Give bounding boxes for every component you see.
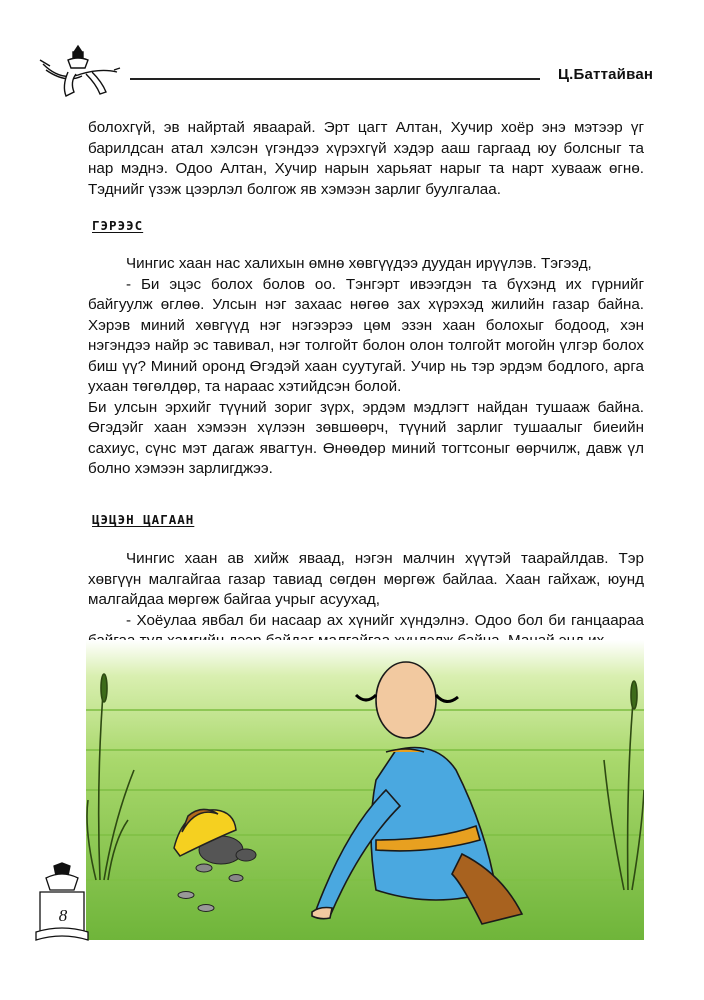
header-rule (130, 78, 540, 80)
page-number: 8 (58, 906, 68, 925)
section-heading-tsetsen-tsagaan: ЦЭЦЭН ЦАГААН (92, 512, 195, 527)
section2-paragraph-1: Чингис хаан ав хийж яваад, нэгэн малчин хүүтэй таарайлдав. Тэр хөвгүүн малгайгаа газар тавиад сөгдөн мөргөж байлаа. Хаан гайхаж, юунд малгайдаа мөргөж байгаа учрыг асуухад, (88, 550, 644, 608)
section1-paragraph-3: Би улсын эрхийг түүний зориг зүрх, эрдэм мэдлэгт найдан тушааж байна. Өгэдэйг хаан хэмээн хүлээн зөвшөөрч, түүний зарлиг тушаалыг биеийн сахиус, сүнс мэт дагаж явагтун. Өнөөдөр миний тогтсоныг өөрчилж, давж үл болно хэмээн зарлигджээ. (88, 398, 644, 477)
section1-paragraph-2: - Би эцэс болох болов оо. Тэнгэрт ивээгдэн та бүхэнд их гүрнийг байгуулж өглөө. Улсын нэг захаас нөгөө зах хүрэхэд жилийн газар байна. Хэрэв миний хөвгүүд нэг нэгээрээ цөм эзэн хаан болохыг бодоод, хэн нэгэндээ найр эс тавивал, нэг толгойт болон олон толгойт могойн үлгэр болох биш үү? Миний оронд Өгэдэй хаан суутугай. Учир нь тэр эрдэм бодлого, арга ухаан төгөлдөр, та нараас хэтийдсэн болой. (88, 275, 644, 395)
section1-paragraph-1: Чингис хаан нас халихын өмнө хөвгүүдээ дуудан ирүүлэв. Тэгээд, (126, 255, 592, 272)
section1-text (88, 254, 644, 480)
section-heading-gereees: ГЭРЭЭС (92, 218, 144, 233)
decorative-emblem-icon (38, 42, 122, 100)
illustration-boy-bowing-to-hat (86, 640, 644, 940)
author-name: Ц.Баттайван (558, 66, 654, 83)
section2-paragraph-2: - Хоёулаа явбал би насаар ах хүнийг хүндэлнэ. Одоо бол би ганцаараа (126, 611, 644, 629)
intro-text (88, 118, 644, 200)
section2-text (88, 549, 644, 652)
intro-paragraph: болохгүй, эв найртай яваарай. Эрт цагт Алтан, Хучир хоёр энэ мэтээр үг барилдсан атал хэлсэн үгэндээ хүрэхгүй хэдэр ааш гаргаад юу болсныг та нар мэднэ. Одоо Алтан, Хучир нарын харьяат нарыг та нарт хувааж өгнө. Тэднийг үзэж цээрлэл болгож яв хэмээн зарлиг буулгалаа. (88, 119, 644, 198)
